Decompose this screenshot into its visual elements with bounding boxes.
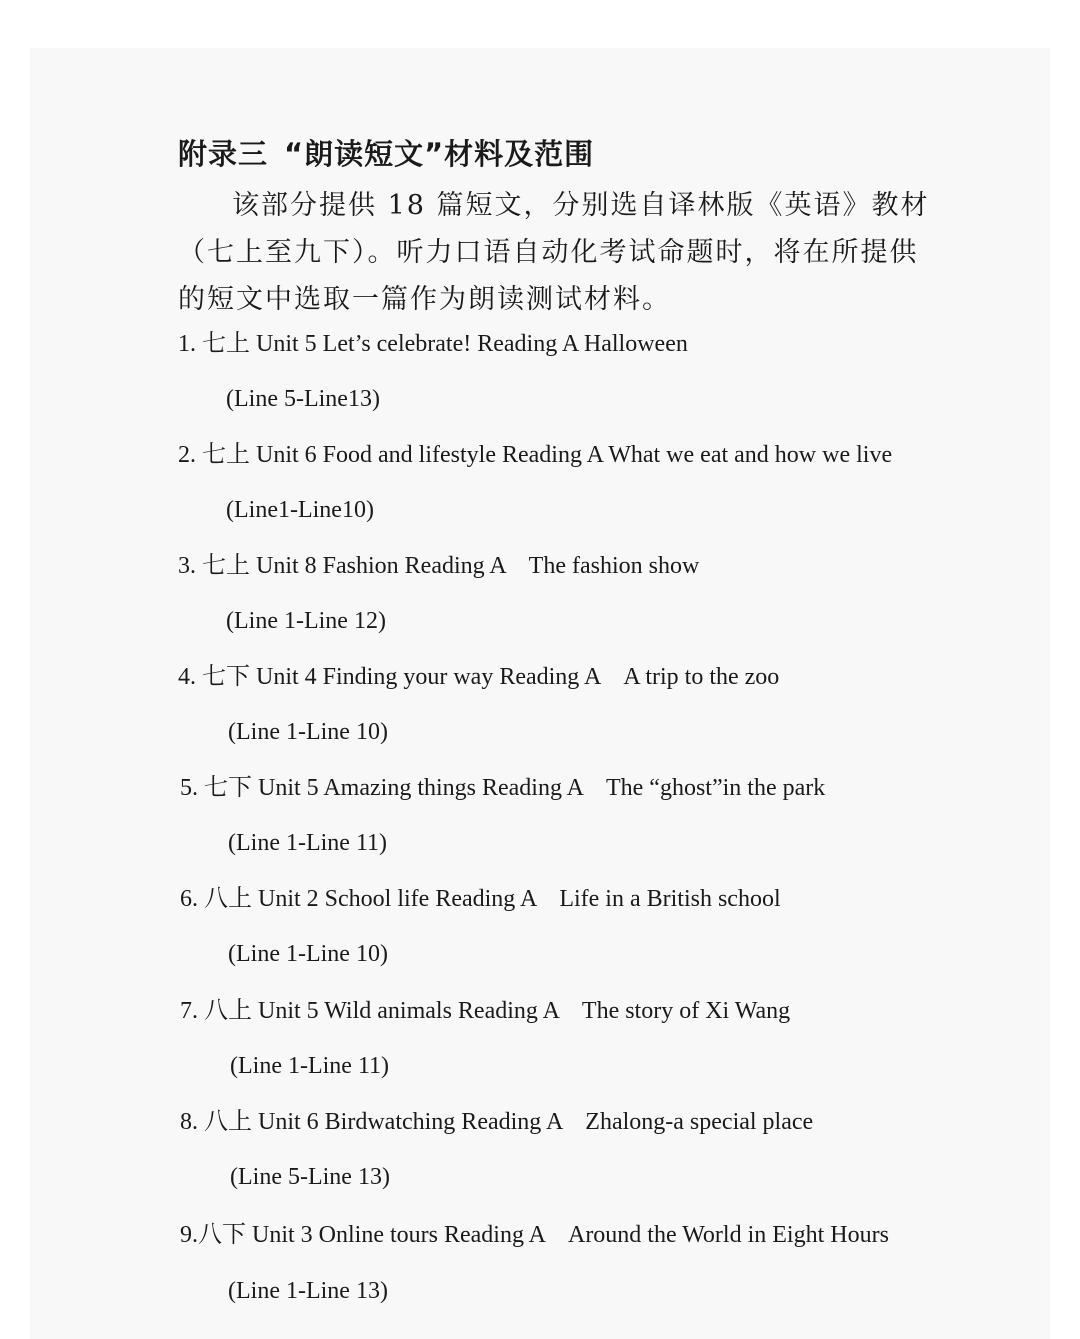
entry-story-title: Zhalong-a special place (585, 1109, 814, 1135)
entry-heading (180, 773, 825, 803)
entry-heading-text: 8. 八上 Unit 6 Birdwatching Reading A (180, 1109, 564, 1135)
appendix-title-prefix: 附录三 (178, 137, 269, 171)
entry-heading-text: 4. 七下 Unit 4 Finding your way Reading A (178, 664, 602, 690)
entry-line-range: (Line 1-Line 10) (228, 719, 388, 745)
entry-story-title: The fashion show (528, 553, 700, 579)
entry-heading (180, 1107, 813, 1137)
entry-heading-text: 1. 七上 Unit 5 Let’s celebrate! Reading A Halloween (178, 331, 688, 357)
entry-heading (180, 996, 790, 1026)
entry-story-title: A trip to the zoo (623, 664, 780, 690)
intro-line: 的短文中选取一篇作为朗读测试材料。 (178, 284, 671, 315)
entry-line-range: (Line 1-Line 11) (228, 830, 388, 856)
entry-line-range: (Line 5-Line13) (226, 386, 380, 412)
entry-line-range: (Line 5-Line 13) (230, 1164, 390, 1190)
entry-heading-text: 2. 七上 Unit 6 Food and lifestyle Reading A What we eat and how we live (178, 442, 893, 468)
entry-line-range: (Line 1-Line 11) (230, 1053, 390, 1079)
entry-heading-text: 5. 七下 Unit 5 Amazing things Reading A (180, 775, 584, 801)
entry-heading (178, 440, 892, 470)
entry-heading-text: 6. 八上 Unit 2 School life Reading A (180, 886, 538, 912)
entry-line-range: (Line 1-Line 12) (226, 608, 386, 634)
entry-story-title: The story of Xi Wang (581, 998, 791, 1024)
appendix-title (178, 132, 594, 173)
intro-line: 该部分提供 18 篇短文，分别选自译林版《英语》教材 (232, 190, 930, 221)
intro-line: （七上至九下）。听力口语自动化考试命题时，将在所提供 (178, 237, 919, 268)
entry-line-range: (Line 1-Line 13) (228, 1278, 388, 1304)
entry-heading (180, 884, 781, 914)
entry-line-range: (Line1-Line10) (226, 497, 374, 523)
entry-heading-text: 7. 八上 Unit 5 Wild animals Reading A (180, 998, 560, 1024)
entry-heading (180, 1220, 889, 1250)
entry-story-title: The “ghost”in the park (605, 775, 826, 801)
entry-heading-text: 3. 七上 Unit 8 Fashion Reading A (178, 553, 507, 579)
entry-story-title: Life in a British school (559, 886, 781, 912)
intro-paragraph (178, 182, 930, 323)
entry-heading (178, 329, 688, 359)
entry-heading-text: 9.八下 Unit 3 Online tours Reading A (180, 1222, 546, 1248)
entry-story-title: Around the World in Eight Hours (567, 1222, 889, 1248)
entry-line-range: (Line 1-Line 10) (228, 941, 388, 967)
entry-heading (178, 662, 779, 692)
entry-heading (178, 551, 699, 581)
appendix-title-main: “朗读短文”材料及范围 (284, 137, 595, 171)
